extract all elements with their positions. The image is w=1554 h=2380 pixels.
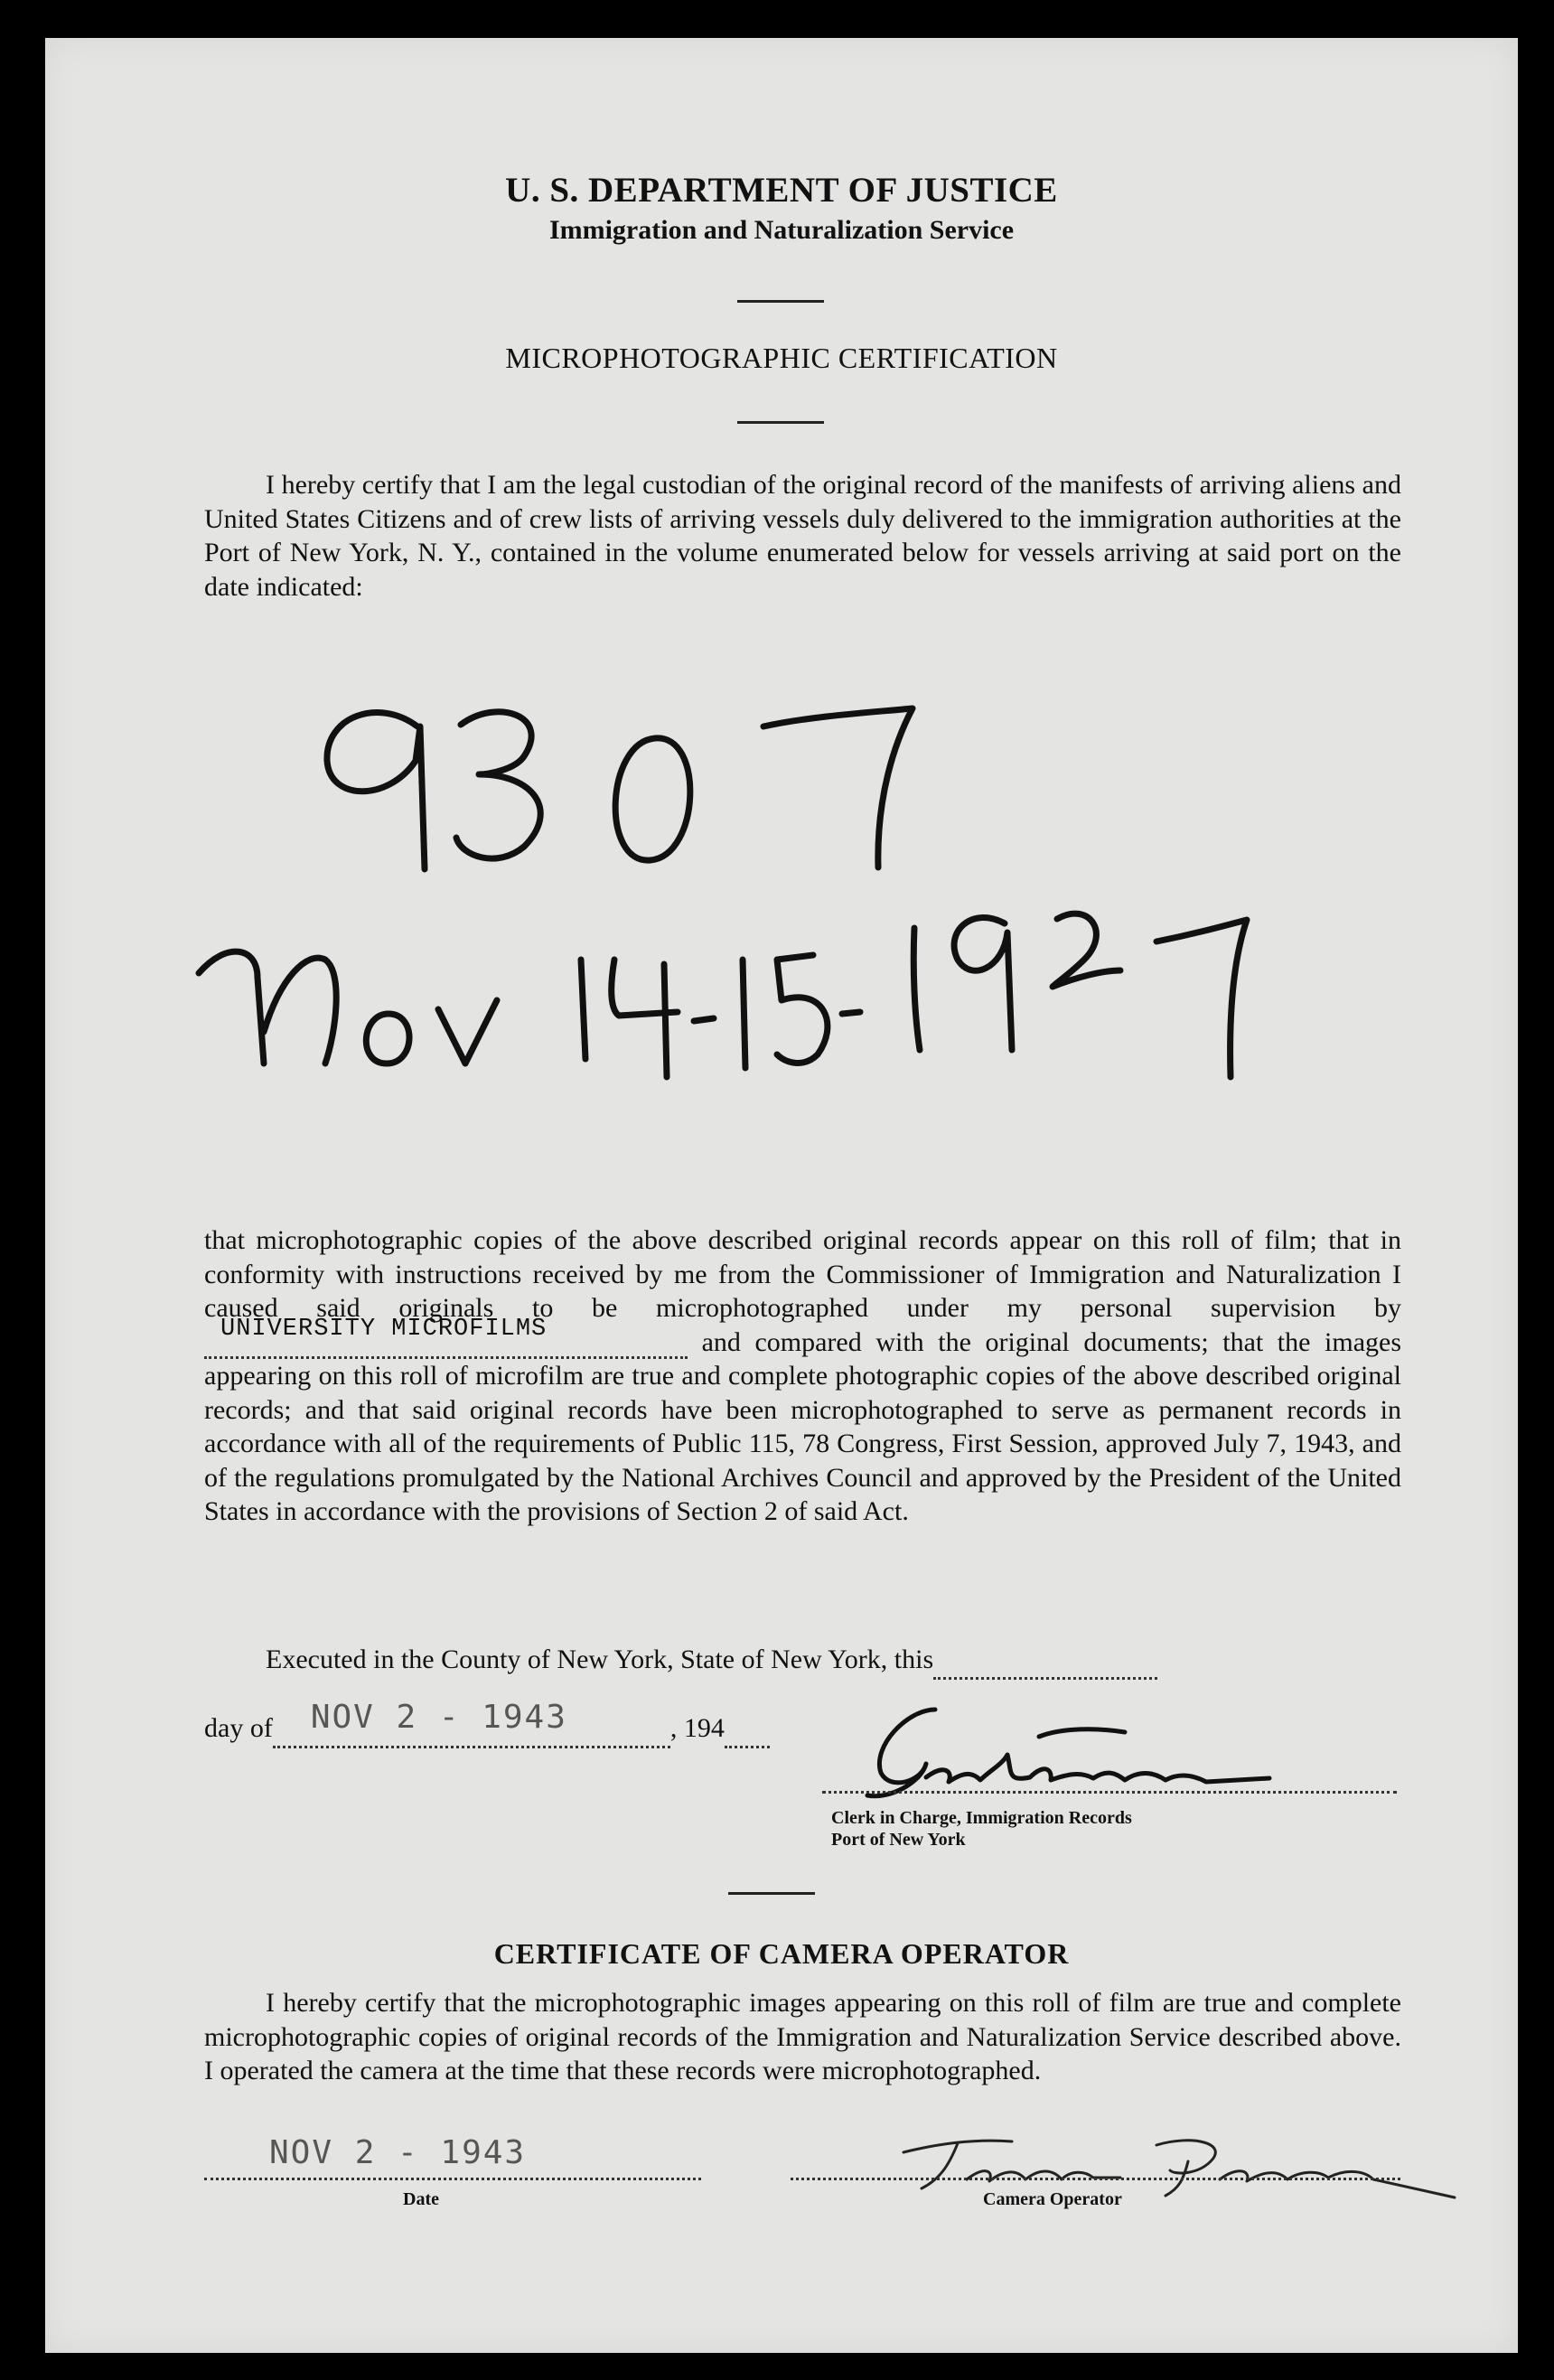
day-field (933, 1643, 1157, 1680)
typed-company-name: UNIVERSITY MICROFILMS (220, 1316, 548, 1343)
microfilm-paragraph-part-a: that microphotographic copies of the above described original records appear on this roll of film; that in conformity with instructions received by me from the Commissioner of Immigration and Naturalization I caused said originals to be microphotographed under my personal supervision by (204, 1225, 1401, 1323)
camera-stamped-date: NOV 2 - 1943 (269, 2134, 527, 2171)
camera-operator-signature (831, 2125, 1482, 2216)
year-prefix: , 194 (669, 1713, 725, 1743)
camera-operator-line (791, 2178, 1400, 2180)
camera-certificate-text: I hereby certify that the microphotographic images appearing on this roll of film are true and complete microphotographic copies of original records of the Immigration and Naturalization Service described above. I operated the camera at the time that these records were microphotographed. (204, 1988, 1401, 2085)
date-label: Date (403, 2189, 439, 2209)
divider (737, 421, 824, 424)
custodian-paragraph: I hereby certify that I am the legal custodian of the original record of the manifests of arriving aliens and United States Citizens and of crew lists of arriving vessels duly delivered to the immigration authorities at the Port of New York, N. Y., contained in the volume enumerated below for vessels arriving at said port on the date indicated: (204, 470, 1401, 602)
camera-operator-label: Camera Operator (983, 2189, 1122, 2209)
camera-certificate-title: CERTIFICATE OF CAMERA OPERATOR (493, 1937, 1070, 1970)
date-line (204, 1699, 891, 1748)
year-field (725, 1711, 770, 1748)
service-subheading: Immigration and Naturalization Service (548, 215, 1015, 245)
execution-stamped-date: NOV 2 - 1943 (310, 1699, 567, 1736)
certificate-page (45, 38, 1518, 2353)
day-of-label: day of (204, 1713, 273, 1743)
clerk-title-line1: Clerk in Charge, Immigration Records (831, 1808, 1132, 1828)
clerk-title-line2: Port of New York (831, 1830, 966, 1850)
microfilm-paragraph (204, 1223, 1401, 1529)
clerk-signature-line (822, 1791, 1397, 1794)
supervisor-field (204, 1316, 688, 1359)
clerk-title (831, 1807, 1193, 1851)
divider (737, 300, 824, 303)
executed-text: Executed in the County of New York, State of New York, this (266, 1644, 934, 1674)
clerk-signature (836, 1701, 1387, 1818)
department-heading: U. S. DEPARTMENT OF JUSTICE (505, 171, 1058, 210)
document-title: MICROPHOTOGRAPHIC CERTIFICATION (505, 342, 1058, 374)
stamped-date-field (273, 1699, 670, 1748)
microfilm-paragraph-part-b: and compared with the original documents; that the images appearing on this roll of microfilm are true and complete photographic copies of the above described original records; and that said original records have been microphotographed to serve as permanent records in accordance with all of the requirements of Public 115, 78 Congress, First Session, approved July 7, 1943, and of the regulations promulgated by the National Archives Council and approved by the President of the United States in accordance with the provisions of Section 2 of said Act. (204, 1326, 1401, 1526)
execution-line (266, 1643, 1404, 1680)
camera-date-line (204, 2178, 701, 2180)
divider (728, 1892, 815, 1895)
handwritten-volume-dates (99, 652, 1464, 1122)
